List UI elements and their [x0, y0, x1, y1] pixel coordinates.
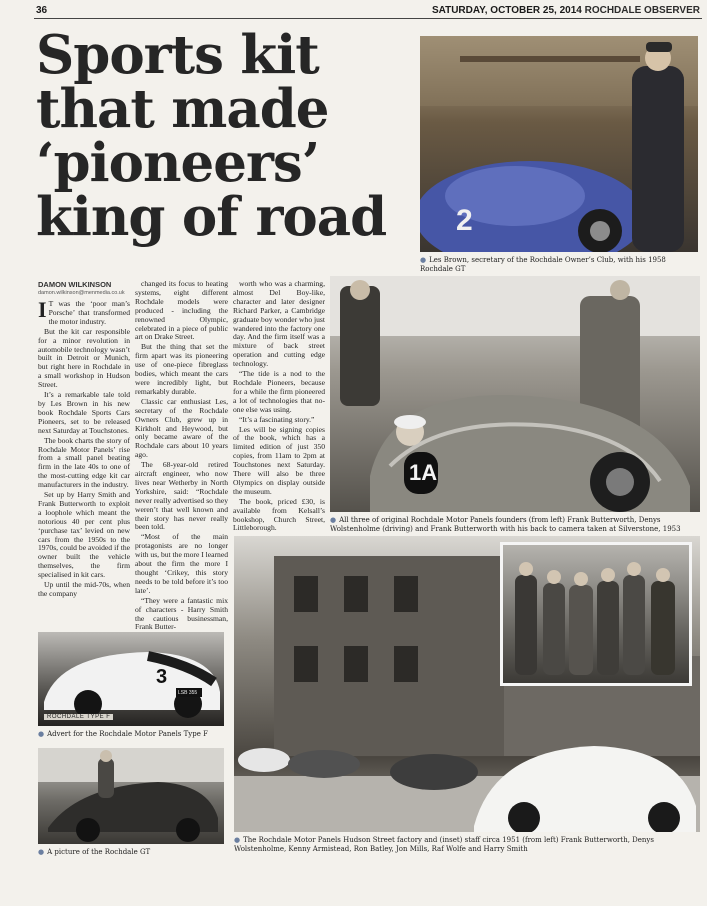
article-byline-email: damon.wilkinson@menmedia.co.uk	[38, 290, 125, 296]
col3-para: “It’s a fascinating story.”	[239, 414, 315, 424]
col3-para: “The tide is a nod to the Rochdale Pioneers, because for a while the firm pioneered a lot of technologies that no-one else was using.	[233, 369, 325, 414]
photo-advert-graphic	[38, 632, 224, 726]
race-number-top: 2	[456, 204, 473, 237]
advert-label: ROCHDALE TYPE F	[44, 714, 113, 720]
caption-advert: ● Advert for the Rochdale Motor Panels Type F	[38, 729, 208, 738]
advert-race-number: 3	[156, 666, 168, 688]
photo-inset-staff	[500, 542, 692, 686]
article-column-3	[233, 279, 325, 533]
page-number: 36	[36, 5, 48, 16]
race-number-main: 1A	[409, 460, 438, 485]
col3-para: Les will be signing copies of the book, which has a limited edition of just 350 copies, from 11am to 2pm at Touchstones next Saturday. There will also be three Olympics on display outside the museum.	[233, 424, 325, 496]
page-header	[34, 4, 702, 19]
col1-para: It’s a remarkable tale told by Les Brown in his new book Rochdale Sports Cars Pioneers, set to be released next Saturday at Touchstones.	[38, 390, 130, 435]
photo-gt-graphic	[38, 748, 224, 844]
col1-para: The book charts the story of Rochdale Motor Panels’ rise from a small panel beating firm in the late 40s to one of the most-cutting edge kit car manufacturers in the industry.	[38, 435, 130, 490]
issue-date: SATURDAY, OCTOBER 25, 2014	[431, 5, 582, 16]
newspaper-name: ROCHDALE OBSERVER	[584, 5, 700, 16]
col2-para: “Most of the main protagonists are no longer with us, but the more I learned about the firm the more I thought ‘Crikey, this story needs to be told before it’s too late’.	[135, 532, 228, 595]
col2-para: changed its focus to heating systems, eight different Rochdale models were produced - including the renowned Olympic, celebrated in a piece of public art on Drake Street.	[135, 279, 228, 342]
caption-les-brown: ● Les Brown, secretary of the Rochdale Owner’s Club, with his 1958 Rochdale GT	[420, 255, 666, 273]
article-column-2	[135, 279, 228, 632]
photo-inset-graphic	[503, 545, 689, 683]
article-byline: DAMON WILKINSON	[38, 280, 112, 289]
col1-para: Up until the mid-70s, when the company	[38, 580, 130, 598]
caption-rochdale-gt: ● A picture of the Rochdale GT	[38, 847, 151, 856]
col2-para: Classic car enthusiast Les, secretary of the Rochdale Owners Club, grew up in Kirkholt and Heywood, but only became aware of the Rochdale cars about 10 years ago.	[135, 396, 228, 460]
photo-hudson-street-factory	[234, 536, 700, 832]
header-date-line	[432, 5, 700, 16]
article-column-1	[38, 297, 130, 620]
caption-founders: ● All three of original Rochdale Motor Panels founders (from left) Frank Butterworth, Denys Wolstenholme (driving) and Frank Butterworth with his back to camera taken at Silverstone, 1953	[330, 515, 681, 533]
col2-para: The 68-year-old retired aircraft engineer, who now lives near Wetherby in North Yorkshire, said: “Rochdale never really advertised so they weren’t that well known and their story has never really been told.	[135, 460, 228, 532]
col1-para: But the kit car responsible for a minor revolution in automobile technology wasn’t built in Detroit or Munich, but right here in Rochdale in a small workshop in Hudson Street.	[38, 326, 130, 390]
col3-para: worth who was a charming, almost Del Boy-like, character and later designer Richard Parker, a Cambridge graduate boy wonder who just wandered into the factory one day. And the firm itself was a mixture of back street operation and cutting edge technology.	[233, 279, 325, 369]
col1-para: IT was the ‘poor man’s Porsche’ that transformed the motor industry.	[38, 297, 130, 326]
photo-advert-type-f	[38, 632, 224, 726]
advert-plate: LSB 355	[178, 690, 198, 696]
col1-para: Set up by Harry Smith and Frank Butterworth to exploit a loophole which meant the notorious 40 per cent plus ‘purchase tax’ levied on new cars from the 1950s to the 1970s, could be avoided if the owner built the vehicle themselves, the firm specialised in kit cars.	[38, 490, 130, 580]
photo-les-brown	[420, 36, 698, 252]
photo-founders-graphic	[330, 276, 700, 512]
caption-factory: ● The Rochdale Motor Panels Hudson Street factory and (inset) staff circa 1951 (from left) Frank Butterworth, Denys Wolstenholme, Kenny Armistead, Ron Batley, Jon Mills, Raf Wolfe and Harry Smith	[234, 835, 654, 853]
photo-founders-silverstone	[330, 276, 700, 512]
article-headline: Sports kit that made ‘pioneers’ king of road	[36, 24, 387, 248]
col2-para: “They were a fantastic mix of characters - Harry Smith the cautious businessman, Frank Butter-	[135, 595, 228, 632]
col3-para: The book, priced £30, is available from Kelsall’s bookshop, Church Street, Littleborough.	[233, 496, 325, 533]
photo-rochdale-gt	[38, 748, 224, 844]
col2-para: But the thing that set the firm apart was its pioneering use of one-piece fibreglass bodies, which meant the cars were incredibly light, but remarkably durable.	[135, 342, 228, 396]
